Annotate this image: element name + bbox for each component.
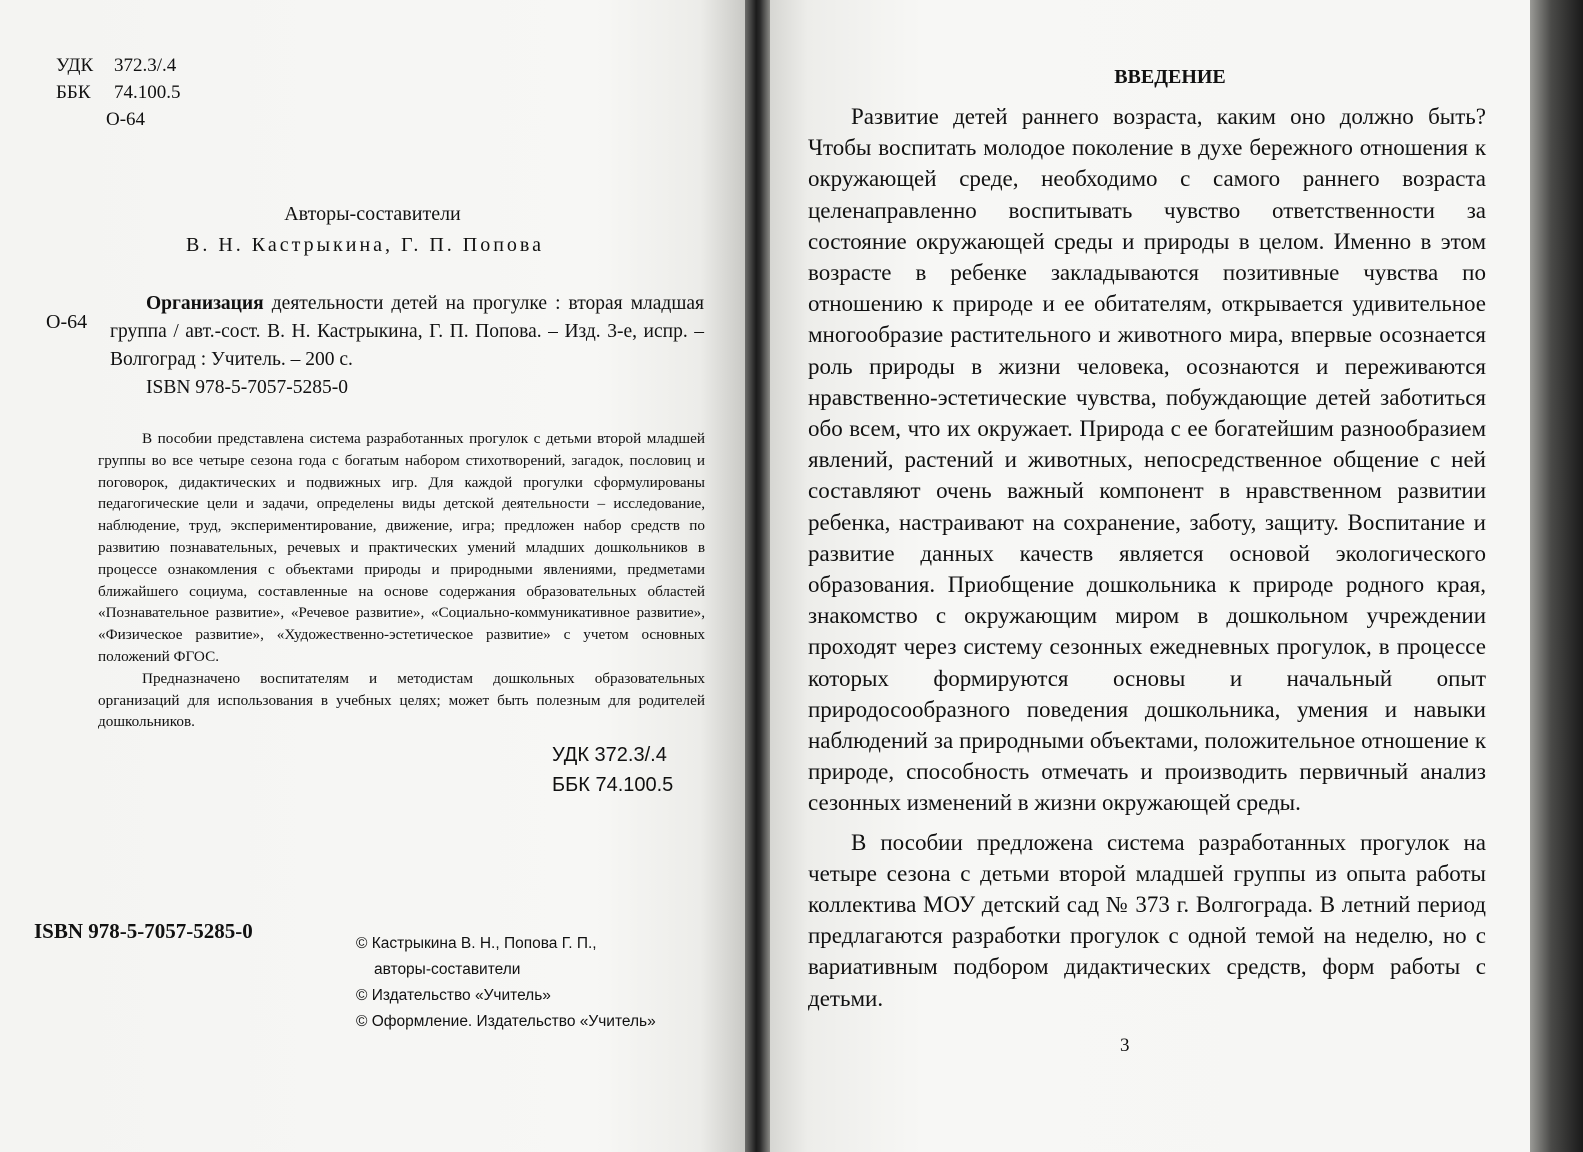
- intro-heading: ВВЕДЕНИЕ: [1114, 66, 1226, 88]
- authors-names: В. Н. Кастрыкина, Г. П. Попова: [186, 234, 544, 256]
- intro-paragraph: В пособии предложена система разработанных прогулок на четыре сезона с детьми второй младшей группы из опыта работы коллектива МОУ детский сад № 373 г. Волгограда. В летний период предлагаются разработки прогулок с одной темой на неделю, но с вариативным подбором дидактических средств, форм работы с детьми.: [808, 829, 1486, 1011]
- intro-paragraph: Развитие детей раннего возраста, каким оно должно быть? Чтобы воспитать молодое поколение в духе бережного отношения к окружающей среде, необходимо с самого раннего возраста целенаправленно воспитывать чувство ответственности за состояние окружающей среды и природы в целом. Именно в этом возрасте в ребенке закладываются позитивные чувства по отношению к природе и ее обитателям, открывается удивительное многообразие растительного и животного мира, впервые осознается роль природы в жизни человека, осознаются и переживаются нравственно-эстетические чувства, побуждающие детей заботиться обо всем, что их окружает. Природа с ее богатейшим разнообразием явлений, растений и животных, непосредственное общение с ней составляют очень важный компонент в нравственном развитии ребенка, настраивают на сохранение, заботу, защиту. Воспитание и развитие данных качеств является основой экологического образования. Приобщение дошкольника к природе родного края, знакомство с окружающим миром в дошкольном учреждении проходят через систему сезонных ежедневных прогулок, в процессе которых формируются основы и начальный опыт природосообразного поведения дошкольника, умения и навыки наблюдений за природными объектами, положительное отношение к природе, способность отмечать и производить первичный анализ сезонных изменений в жизни окружающей среды.: [808, 104, 1486, 816]
- isbn-bold: ISBN 978-5-7057-5285-0: [34, 919, 253, 943]
- intro-body: [808, 101, 1486, 1014]
- udk-block-top: [56, 52, 181, 133]
- page-number: 3: [1120, 1035, 1130, 1056]
- bibliographic-record: [110, 290, 704, 402]
- annotation: [98, 428, 705, 733]
- book-gutter: [745, 0, 770, 1152]
- bbk-bottom: ББК 74.100.5: [552, 774, 674, 796]
- biblio-code: О-64: [46, 311, 88, 333]
- annotation-paragraph: Предназначено воспитателям и методистам дошкольных образовательных организаций для использования в учебных целях; может быть полезным для родителей дошкольников.: [98, 669, 705, 731]
- copyright-authors-role: авторы-составители: [374, 961, 521, 978]
- annotation-paragraph: В пособии представлена система разработанных прогулок с детьми второй младшей группы во все четыре сезона года с богатым набором стихотворений, загадок, пословиц и поговорок, дидактических и подвижных игр. Для каждой прогулки сформулированы педагогические цели и задачи, определены виды детской деятельности – исследование, наблюдение, труд, экспериментирование, движение, игра; предложен набор средств по развитию познавательных, речевых и практических умений младших дошкольников в процессе ознакомления с объектами природы и природными явлениями, предметами ближайшего социума, составленные на основе содержания образовательных областей «Познавательное развитие», «Речевое развитие», «Социально-коммуникативное развитие», «Физическое развитие», «Художественно-эстетическое развитие» с учетом основных положений ФГОС.: [98, 430, 705, 665]
- bbk-value: 74.100.5: [114, 82, 181, 103]
- copyright-publisher: © Издательство «Учитель»: [356, 987, 551, 1004]
- author-mark: О-64: [106, 109, 146, 130]
- right-page: [770, 0, 1530, 1152]
- udk-bottom: УДК 372.3/.4: [552, 744, 667, 766]
- biblio-text: деятельности детей на прогулке : вторая младшая группа / авт.-сост. В. Н. Кастрыкина, Г. П. Попова. – Изд. 3-е, испр. – Волгоград : Учитель. – 200 с.: [110, 293, 704, 370]
- left-page: [0, 0, 745, 1152]
- copyright-design: © Оформление. Издательство «Учитель»: [356, 1013, 656, 1030]
- udk-block-bottom: [552, 740, 673, 800]
- biblio-title: Организация: [146, 293, 264, 314]
- bbk-label: ББК: [56, 82, 91, 103]
- udk-label: УДК: [56, 55, 94, 76]
- udk-value: 372.3/.4: [114, 55, 177, 76]
- copyright-authors: © Кастрыкина В. Н., Попова Г. П.,: [356, 935, 597, 952]
- authors-title: Авторы-составители: [284, 203, 461, 225]
- copyright-block: [356, 931, 656, 1035]
- biblio-isbn: ISBN 978-5-7057-5285-0: [146, 377, 349, 398]
- book-edge: [1530, 0, 1583, 1152]
